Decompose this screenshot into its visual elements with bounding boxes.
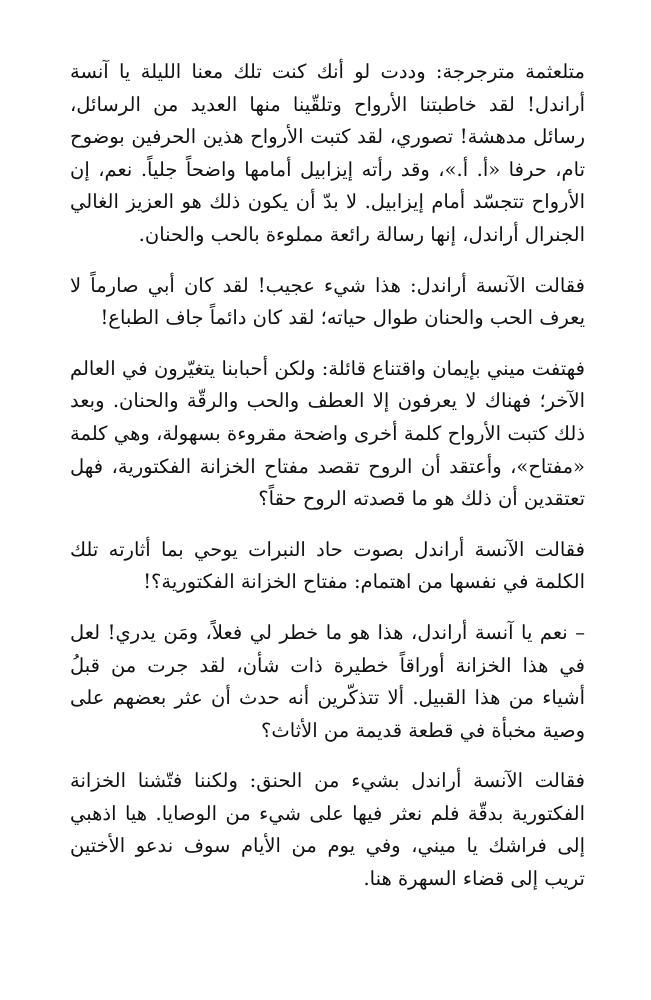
paragraph-5: – نعم يا آنسة أراندل، هذا هو ما خطر لي فعلاً، ومَن يدري! لعل في هذا الخزانة أوراقاً خطيرة ذات شأن، لقد جرت من قبلُ أشياء من هذا القبيل. ألا تتذكّرين أنه حدث أن عثر بعضهم على وصية مخبأة في قطعة قديمة من الأثاث؟ xyxy=(70,620,585,742)
paragraph-4: فقالت الآنسة أراندل بصوت حاد النبرات يوحي بما أثارته تلك الكلمة في نفسها من اهتمام: مفتاح الخزانة الفكتورية؟! xyxy=(70,537,585,594)
paragraph-1: متلعثمة مترجرجة: وددت لو أنك كنت تلك معنا الليلة يا آنسة أراندل! لقد خاطبتنا الأرواح وتلقّينا منها العديد من الرسائل، رسائل مدهشة! تصوري، لقد كتبت الأرواح هذين الحرفين بوضوح تام، حرفا «أ. أ.»، وقد رأته إيزابيل أمامها واضحاً جلياً. نعم، إن الأرواح تتجسّد أمام إيزابيل. لا بدّ أن يكون ذلك هو العزيز الغالي الجنرال أراندل، إنها رسالة رائعة مملوءة بالحب والحنان. xyxy=(70,60,585,246)
paragraph-2: فقالت الآنسة أراندل: هذا شيء عجيب! لقد كان أبي صارماً لا يعرف الحب والحنان طوال حياته؛ لقد كان دائماً جاف الطباع! xyxy=(70,273,585,330)
paragraph-6: فقالت الآنسة أراندل بشيء من الحنق: ولكننا فتّشنا الخزانة الفكتورية بدقّة فلم نعثر فيها على شيء من الوصايا. هيا اذهبي إلى فراشك يا ميني، وفي يوم من الأيام سوف ندعو الأختين تريب إلى قضاء السهرة هنا. xyxy=(70,769,585,891)
paragraph-3: فهتفت ميني بإيمان واقتناع قائلة: ولكن أحبابنا يتغيّرون في العالم الآخر؛ فهناك لا يعرفون إلا العطف والحب والرقّة والحنان. وبعد ذلك كتبت الأرواح كلمة أخرى واضحة مقروءة بسهولة، وهي كلمة «مفتاح»، وأعتقد أن الروح تقصد مفتاح الخزانة الفكتورية، فهل تعتقدين أن ذلك هو ما قصدته الروح حقاً؟ xyxy=(70,356,585,511)
